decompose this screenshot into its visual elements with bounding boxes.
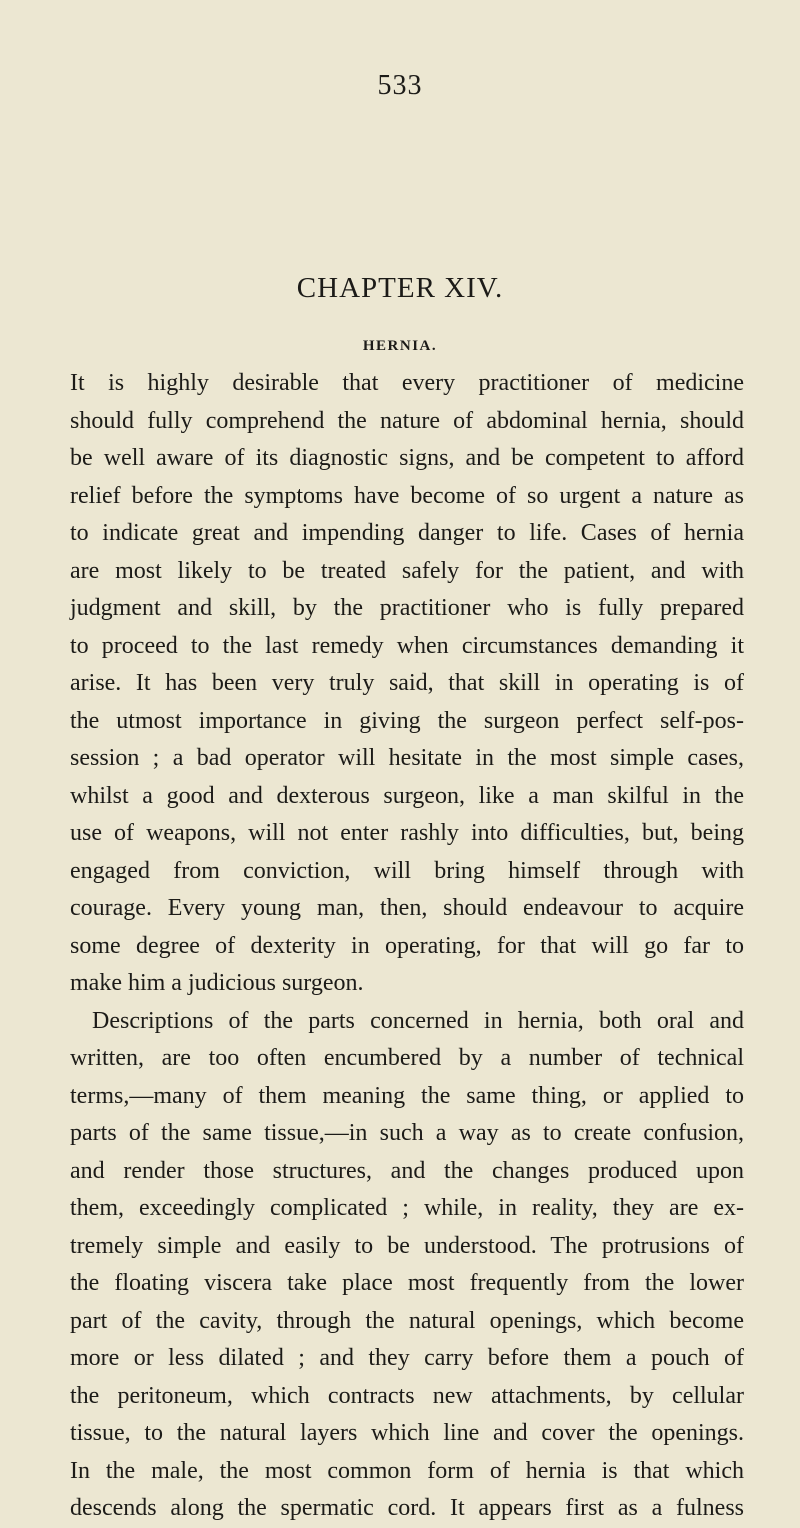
text-line: courage. Every young man, then, should endeavour to acquire xyxy=(70,895,744,921)
text-line: more or less dilated ; and they carry before them a pouch of xyxy=(70,1345,744,1371)
text-line: tremely simple and easily to be understood. The protrusions of xyxy=(70,1232,744,1259)
text-line: some degree of dexterity in operating, for that will go far to xyxy=(70,932,744,959)
text-line: and render those structures, and the changes produced upon xyxy=(70,1157,744,1184)
text-line: make him a judicious surgeon. xyxy=(70,970,364,996)
text-line: part of the cavity, through the natural openings, which become xyxy=(70,1307,744,1334)
text-line: arise. It has been very truly said, that skill in operating is of xyxy=(70,670,744,696)
text-line: written, are too often encumbered by a number of technical xyxy=(70,1045,744,1071)
text-line: the peritoneum, which contracts new attachments, by cellular xyxy=(70,1382,744,1409)
text-line: parts of the same tissue,—in such a way as to create confusion, xyxy=(70,1120,744,1146)
text-line: the floating viscera take place most frequently from the lower xyxy=(70,1270,744,1296)
text-line: descends along the spermatic cord. It appears first as a fulness xyxy=(70,1495,744,1521)
text-line: Descriptions of the parts concerned in hernia, both oral and xyxy=(92,1007,744,1034)
text-line: relief before the symptoms have become of so urgent a nature as xyxy=(70,482,744,509)
text-line: In the male, the most common form of hernia is that which xyxy=(70,1457,744,1484)
text-line: should fully comprehend the nature of abdominal hernia, should xyxy=(70,407,744,434)
text-line: use of weapons, will not enter rashly into difficulties, but, being xyxy=(70,820,744,846)
text-line: them, exceedingly complicated ; while, in reality, they are ex- xyxy=(70,1195,744,1221)
section-title: HERNIA. xyxy=(362,338,438,354)
text-line: to indicate great and impending danger to life. Cases of hernia xyxy=(70,520,744,546)
text-line: tissue, to the natural layers which line and cover the openings. xyxy=(70,1420,744,1446)
text-line: engaged from conviction, will bring himself through with xyxy=(70,857,744,884)
text-line: are most likely to be treated safely for the patient, and with xyxy=(70,557,744,584)
text-line: be well aware of its diagnostic signs, and be competent to afford xyxy=(70,445,744,471)
text-line: session ; a bad operator will hesitate in the most simple cases, xyxy=(70,745,744,771)
text-line: terms,—many of them meaning the same thing, or applied to xyxy=(70,1082,744,1109)
body-text xyxy=(70,365,744,1528)
text-line: to proceed to the last remedy when circumstances demanding it xyxy=(70,632,744,659)
text-line: judgment and skill, by the practitioner who is fully prepared xyxy=(70,595,744,621)
text-line: whilst a good and dexterous surgeon, like a man skilful in the xyxy=(70,782,744,809)
text-line: the utmost importance in giving the surgeon perfect self-pos- xyxy=(70,707,744,734)
text-line: It is highly desirable that every practitioner of medicine xyxy=(70,370,744,396)
page-number: 533 xyxy=(377,70,423,101)
chapter-title: CHAPTER XIV. xyxy=(296,272,504,304)
